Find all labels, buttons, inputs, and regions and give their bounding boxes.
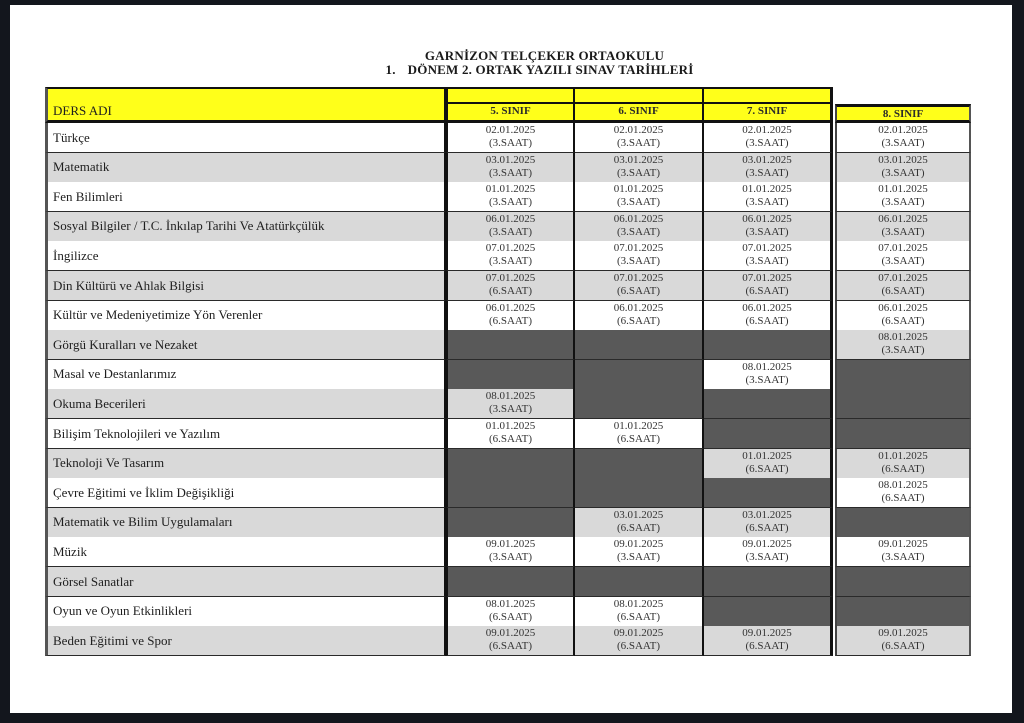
exam-date: 09.01.2025 bbox=[485, 538, 536, 551]
exam-date: 01.01.2025 bbox=[613, 420, 664, 432]
exam-date-cell bbox=[835, 330, 971, 360]
exam-date: 01.01.2025 bbox=[485, 420, 536, 432]
exam-period: (6.SAAT) bbox=[616, 521, 661, 534]
exam-date: 08.01.2025 bbox=[613, 597, 664, 610]
subject-name: Matematik ve Bilim Uygulamaları bbox=[45, 508, 446, 538]
exam-date-cell bbox=[704, 241, 833, 271]
exam-date: 08.01.2025 bbox=[878, 331, 928, 344]
exam-period: (3.SAAT) bbox=[745, 166, 789, 179]
exam-period: (3.SAAT) bbox=[745, 196, 789, 209]
not-applicable-cell bbox=[446, 449, 575, 479]
exam-date: 01.01.2025 bbox=[485, 183, 536, 196]
exam-date: 07.01.2025 bbox=[742, 242, 792, 255]
not-applicable-cell bbox=[575, 330, 704, 360]
not-applicable-cell bbox=[704, 419, 833, 449]
exam-period: (6.SAAT) bbox=[881, 285, 925, 297]
exam-date: 09.01.2025 bbox=[878, 538, 928, 551]
subtitle-text: DÖNEM 2. ORTAK YAZILI SINAV TARİHLERİ bbox=[407, 62, 694, 77]
not-applicable-cell bbox=[575, 360, 704, 390]
not-applicable-cell bbox=[575, 389, 704, 419]
not-applicable-cell bbox=[704, 389, 833, 419]
exam-period: (3.SAAT) bbox=[881, 551, 925, 564]
exam-period: (3.SAAT) bbox=[745, 373, 789, 386]
exam-period: (6.SAAT) bbox=[488, 314, 533, 327]
exam-date-cell bbox=[835, 271, 971, 301]
exam-date-cell bbox=[575, 182, 704, 212]
not-applicable-cell bbox=[446, 478, 575, 508]
subject-name: Türkçe bbox=[45, 123, 446, 153]
subject-name: Masal ve Destanlarımız bbox=[45, 360, 446, 390]
exam-date-cell bbox=[446, 123, 575, 153]
exam-date-cell bbox=[704, 212, 833, 242]
not-applicable-cell bbox=[446, 360, 575, 390]
exam-date: 01.01.2025 bbox=[878, 449, 928, 462]
subject-name: Görsel Sanatlar bbox=[45, 567, 446, 597]
grade-header-8: 8. SINIF bbox=[835, 104, 971, 123]
exam-date: 07.01.2025 bbox=[613, 272, 664, 284]
exam-date-cell bbox=[446, 537, 575, 567]
exam-date-cell bbox=[835, 241, 971, 271]
exam-period: (3.SAAT) bbox=[488, 166, 533, 179]
exam-period: (6.SAAT) bbox=[488, 640, 533, 653]
exam-period: (6.SAAT) bbox=[616, 285, 661, 297]
exam-period: (6.SAAT) bbox=[881, 314, 925, 327]
exam-date: 01.01.2025 bbox=[742, 183, 792, 196]
exam-period: (3.SAAT) bbox=[881, 255, 925, 268]
exam-period: (6.SAAT) bbox=[488, 433, 533, 445]
exam-period: (3.SAAT) bbox=[881, 225, 925, 238]
exam-date-cell bbox=[575, 419, 704, 449]
not-applicable-cell bbox=[575, 478, 704, 508]
subject-name: İngilizce bbox=[45, 241, 446, 271]
exam-date-cell bbox=[704, 301, 833, 331]
subject-name: Sosyal Bilgiler / T.C. İnkılap Tarihi Ve Atatürkçülük bbox=[45, 212, 446, 242]
subject-name: Din Kültürü ve Ahlak Bilgisi bbox=[45, 271, 446, 301]
exam-date: 06.01.2025 bbox=[878, 212, 928, 225]
not-applicable-cell bbox=[575, 449, 704, 479]
exam-date-cell bbox=[835, 123, 971, 153]
exam-date: 06.01.2025 bbox=[485, 301, 536, 314]
exam-date: 02.01.2025 bbox=[613, 124, 664, 136]
exam-date: 02.01.2025 bbox=[742, 124, 792, 136]
exam-date-cell bbox=[575, 241, 704, 271]
exam-date: 03.01.2025 bbox=[613, 508, 664, 521]
exam-period: (6.SAAT) bbox=[881, 492, 925, 505]
exam-date-cell bbox=[446, 271, 575, 301]
exam-period: (3.SAAT) bbox=[616, 137, 661, 149]
exam-period: (6.SAAT) bbox=[616, 314, 661, 327]
exam-date: 03.01.2025 bbox=[742, 508, 792, 521]
exam-period: (3.SAAT) bbox=[616, 196, 661, 209]
not-applicable-cell bbox=[835, 389, 971, 419]
exam-date-cell bbox=[835, 153, 971, 183]
not-applicable-cell bbox=[446, 330, 575, 360]
subject-name: Müzik bbox=[45, 537, 446, 567]
exam-date-cell bbox=[835, 449, 971, 479]
exam-date-cell bbox=[835, 182, 971, 212]
exam-date-cell bbox=[575, 212, 704, 242]
exam-date: 01.01.2025 bbox=[613, 183, 664, 196]
exam-period: (6.SAAT) bbox=[488, 610, 533, 623]
exam-period: (6.SAAT) bbox=[745, 285, 789, 297]
subject-name: Oyun ve Oyun Etkinlikleri bbox=[45, 597, 446, 627]
exam-date-cell bbox=[446, 597, 575, 627]
not-applicable-cell bbox=[446, 567, 575, 597]
exam-period: (3.SAAT) bbox=[488, 137, 533, 149]
exam-date-cell bbox=[704, 182, 833, 212]
exam-period: (3.SAAT) bbox=[881, 166, 925, 179]
exam-date-cell bbox=[446, 212, 575, 242]
grade-header-7: 7. SINIF bbox=[704, 104, 833, 123]
subject-name: Çevre Eğitimi ve İklim Değişikliği bbox=[45, 478, 446, 508]
exam-period: (6.SAAT) bbox=[881, 640, 925, 653]
not-applicable-cell bbox=[835, 360, 971, 390]
exam-period: (3.SAAT) bbox=[616, 166, 661, 179]
exam-date-cell bbox=[575, 301, 704, 331]
grade-header-5: 5. SINIF bbox=[446, 104, 575, 123]
exam-period: (3.SAAT) bbox=[616, 225, 661, 238]
exam-period: (3.SAAT) bbox=[488, 225, 533, 238]
exam-period: (6.SAAT) bbox=[616, 610, 661, 623]
exam-period: (3.SAAT) bbox=[881, 344, 925, 357]
subject-name: Matematik bbox=[45, 153, 446, 183]
document-page bbox=[10, 5, 1012, 713]
exam-date-cell bbox=[575, 123, 704, 153]
exam-date-cell bbox=[704, 271, 833, 301]
not-applicable-cell bbox=[704, 478, 833, 508]
exam-date-cell bbox=[704, 537, 833, 567]
exam-date-cell bbox=[704, 449, 833, 479]
header-spacer-7 bbox=[704, 87, 833, 105]
exam-period: (3.SAAT) bbox=[745, 137, 789, 149]
exam-date: 03.01.2025 bbox=[613, 153, 664, 166]
exam-date-cell bbox=[704, 508, 833, 538]
exam-period: (3.SAAT) bbox=[745, 225, 789, 238]
subject-name: Teknoloji Ve Tasarım bbox=[45, 449, 446, 479]
exam-period: (3.SAAT) bbox=[745, 255, 789, 268]
subject-name: Görgü Kuralları ve Nezaket bbox=[45, 330, 446, 360]
exam-date-cell bbox=[704, 360, 833, 390]
exam-period: (3.SAAT) bbox=[488, 196, 533, 209]
exam-date: 02.01.2025 bbox=[878, 124, 928, 136]
exam-date-cell bbox=[704, 153, 833, 183]
not-applicable-cell bbox=[835, 508, 971, 538]
school-name: GARNİZON TELÇEKER ORTAOKULU bbox=[424, 48, 665, 63]
exam-period: (6.SAAT) bbox=[745, 462, 789, 475]
exam-date-cell bbox=[446, 153, 575, 183]
exam-date-cell bbox=[575, 153, 704, 183]
exam-date: 07.01.2025 bbox=[742, 272, 792, 284]
exam-date: 03.01.2025 bbox=[878, 153, 928, 166]
subject-column-header: DERS ADI bbox=[45, 87, 446, 123]
exam-date: 07.01.2025 bbox=[878, 242, 928, 255]
exam-period: (6.SAAT) bbox=[881, 462, 925, 475]
exam-date: 03.01.2025 bbox=[485, 153, 536, 166]
exam-date: 09.01.2025 bbox=[485, 627, 536, 640]
exam-period: (3.SAAT) bbox=[488, 403, 533, 416]
exam-date-cell bbox=[446, 241, 575, 271]
exam-date-cell bbox=[446, 389, 575, 419]
exam-date-cell bbox=[575, 626, 704, 656]
subject-name: Kültür ve Medeniyetimize Yön Verenler bbox=[45, 301, 446, 331]
exam-date-cell bbox=[835, 537, 971, 567]
exam-date: 03.01.2025 bbox=[742, 153, 792, 166]
exam-date: 06.01.2025 bbox=[742, 301, 792, 314]
exam-period: (3.SAAT) bbox=[745, 551, 789, 564]
grade-header-6: 6. SINIF bbox=[575, 104, 704, 123]
exam-period: (6.SAAT) bbox=[745, 640, 789, 653]
exam-date-cell bbox=[575, 508, 704, 538]
exam-period: (6.SAAT) bbox=[745, 521, 789, 534]
exam-date-cell bbox=[704, 626, 833, 656]
not-applicable-cell bbox=[835, 597, 971, 627]
subtitle-number: 1. bbox=[385, 62, 396, 77]
exam-date-cell bbox=[835, 478, 971, 508]
exam-period: (3.SAAT) bbox=[881, 137, 925, 149]
exam-period: (6.SAAT) bbox=[616, 433, 661, 445]
subject-name: Okuma Becerileri bbox=[45, 389, 446, 419]
exam-date-cell bbox=[835, 301, 971, 331]
exam-date-cell bbox=[446, 419, 575, 449]
exam-date: 06.01.2025 bbox=[878, 301, 928, 314]
exam-date: 09.01.2025 bbox=[742, 538, 792, 551]
exam-period: (3.SAAT) bbox=[616, 255, 661, 268]
exam-date: 08.01.2025 bbox=[485, 390, 536, 403]
exam-period: (6.SAAT) bbox=[616, 640, 661, 653]
exam-date: 09.01.2025 bbox=[613, 538, 664, 551]
exam-date: 06.01.2025 bbox=[742, 212, 792, 225]
exam-date-cell bbox=[704, 123, 833, 153]
exam-date-cell bbox=[575, 597, 704, 627]
subject-name: Fen Bilimleri bbox=[45, 182, 446, 212]
exam-date-cell bbox=[835, 212, 971, 242]
subject-name: Bilişim Teknolojileri ve Yazılım bbox=[45, 419, 446, 449]
exam-date: 08.01.2025 bbox=[742, 360, 792, 373]
exam-date-cell bbox=[575, 271, 704, 301]
exam-period: (3.SAAT) bbox=[616, 551, 661, 564]
exam-date: 06.01.2025 bbox=[613, 301, 664, 314]
exam-date-cell bbox=[446, 301, 575, 331]
not-applicable-cell bbox=[704, 597, 833, 627]
document-subtitle bbox=[10, 62, 1012, 78]
exam-date-cell bbox=[446, 626, 575, 656]
exam-period: (6.SAAT) bbox=[745, 314, 789, 327]
not-applicable-cell bbox=[835, 419, 971, 449]
exam-period: (3.SAAT) bbox=[881, 196, 925, 209]
exam-date: 07.01.2025 bbox=[613, 242, 664, 255]
exam-period: (3.SAAT) bbox=[488, 551, 533, 564]
exam-date-cell bbox=[575, 537, 704, 567]
exam-date-cell bbox=[446, 182, 575, 212]
not-applicable-cell bbox=[704, 567, 833, 597]
exam-date: 06.01.2025 bbox=[613, 212, 664, 225]
exam-date: 01.01.2025 bbox=[878, 183, 928, 196]
header-spacer-5 bbox=[446, 87, 575, 105]
exam-date: 08.01.2025 bbox=[878, 479, 928, 492]
exam-date: 02.01.2025 bbox=[485, 124, 536, 136]
exam-date: 09.01.2025 bbox=[742, 627, 792, 640]
not-applicable-cell bbox=[835, 567, 971, 597]
subject-name: Beden Eğitimi ve Spor bbox=[45, 626, 446, 656]
exam-date: 06.01.2025 bbox=[485, 212, 536, 225]
exam-date: 07.01.2025 bbox=[485, 242, 536, 255]
not-applicable-cell bbox=[704, 330, 833, 360]
not-applicable-cell bbox=[575, 567, 704, 597]
exam-date: 09.01.2025 bbox=[878, 627, 928, 640]
exam-date: 09.01.2025 bbox=[613, 627, 664, 640]
exam-date: 01.01.2025 bbox=[742, 449, 792, 462]
exam-date-cell bbox=[835, 626, 971, 656]
header-spacer-6 bbox=[575, 87, 704, 105]
exam-period: (3.SAAT) bbox=[488, 255, 533, 268]
exam-date: 07.01.2025 bbox=[878, 272, 928, 284]
exam-date: 08.01.2025 bbox=[485, 597, 536, 610]
exam-date: 07.01.2025 bbox=[485, 272, 536, 284]
exam-period: (6.SAAT) bbox=[488, 285, 533, 297]
not-applicable-cell bbox=[446, 508, 575, 538]
